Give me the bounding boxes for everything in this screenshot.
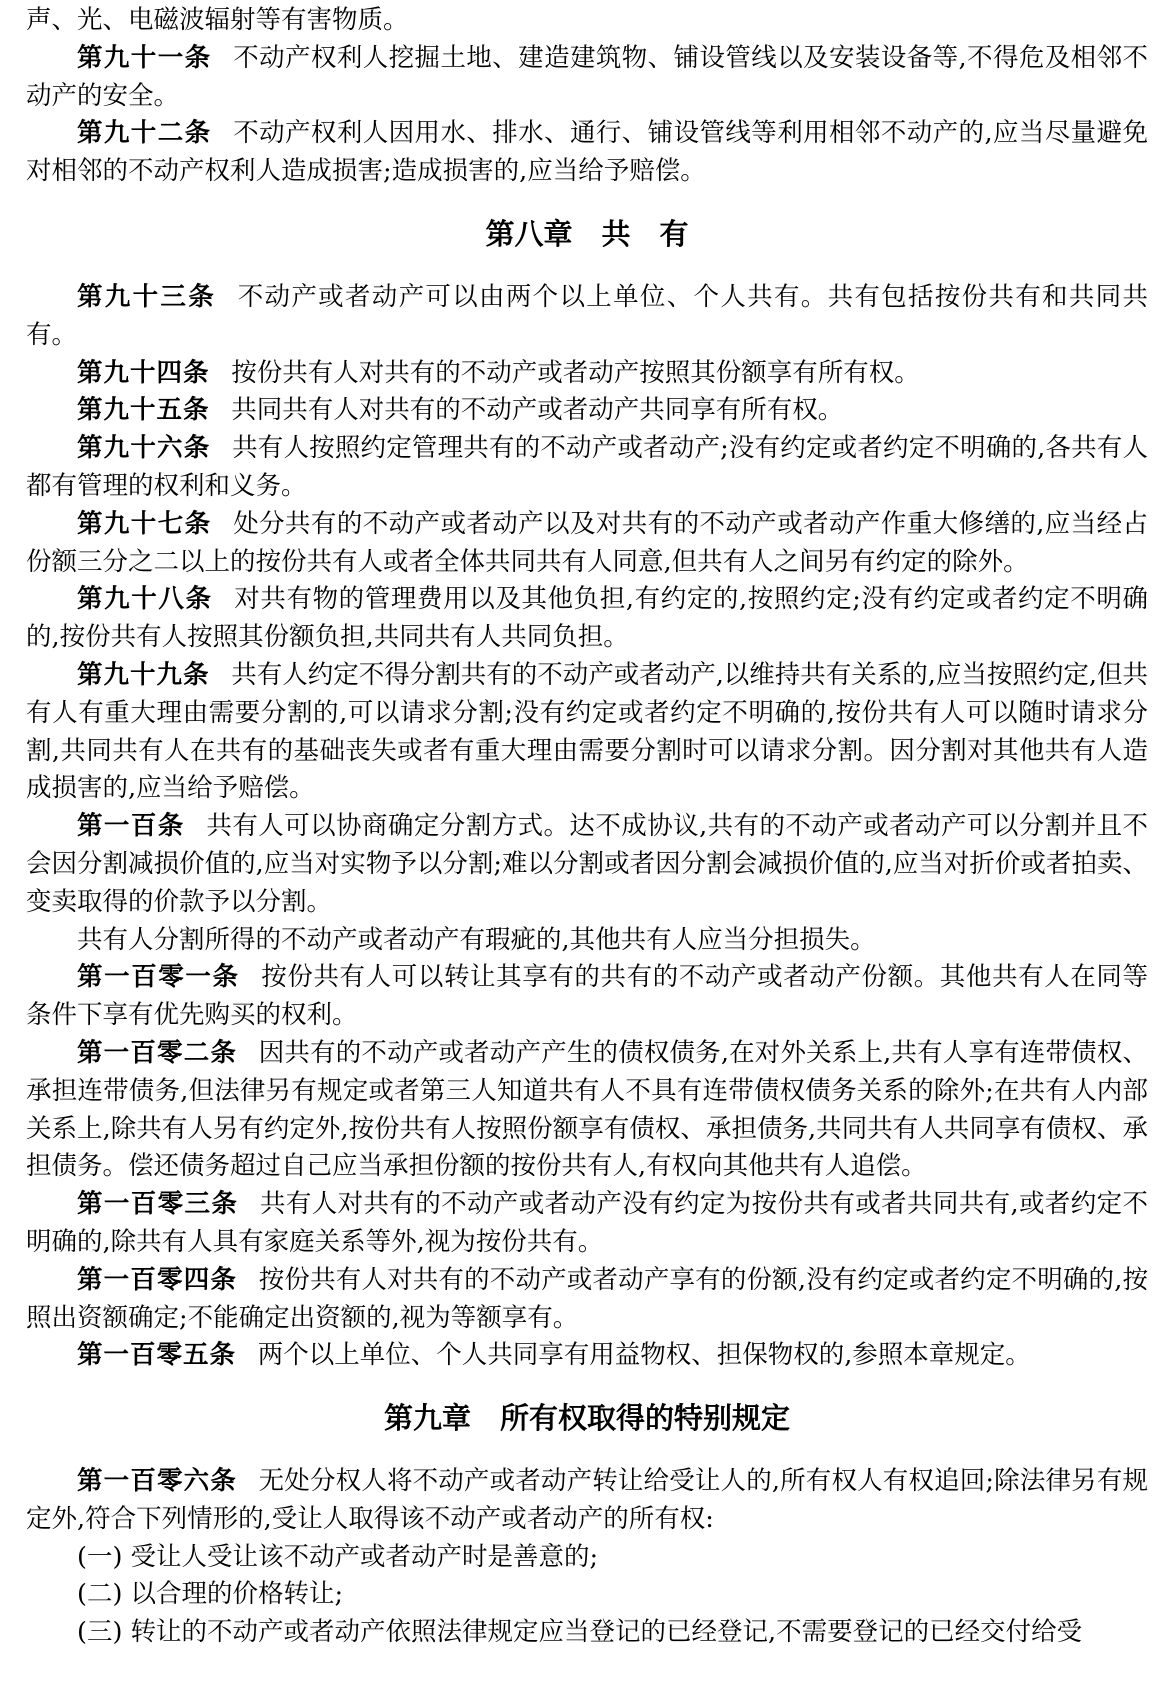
article-number: 第九十八条	[77, 584, 213, 615]
article-paragraph	[26, 1186, 1148, 1262]
article-paragraph	[26, 392, 1148, 430]
article-text: 共有人按照约定管理共有的不动产或者动产;没有约定或者约定不明确的,各共有人都有管理的权利和义务。	[26, 433, 1148, 501]
article-text: 共有人可以协商确定分割方式。达不成协议,共有的不动产或者动产可以分割并且不会因分割减损价值的,应当对实物予以分割;难以分割或者因分割会减损价值的,应当对折价或者拍卖、变卖取得的价款予以分割。	[26, 811, 1148, 917]
article-number: 第一百零二条	[77, 1037, 238, 1068]
article-text: (三) 转让的不动产或者动产依照法律规定应当登记的已经登记,不需要登记的已经交付给受	[77, 1617, 1083, 1648]
article-paragraph	[26, 355, 1148, 393]
article-number: 第一百零四条	[77, 1264, 238, 1295]
body-paragraph	[26, 1614, 1148, 1652]
article-text: 无处分权人将不动产或者动产转让给受让人的,所有权人有权追回;除法律另有规定外,符合下列情形的,受让人取得该不动产或者动产的所有权:	[26, 1466, 1148, 1534]
document-body	[26, 2, 1148, 1652]
article-text: 按份共有人对共有的不动产或者动产按照其份额享有所有权。	[231, 357, 920, 388]
article-text: 按份共有人可以转让其享有的共有的不动产或者动产份额。其他共有人在同等条件下享有优先购买的权利。	[26, 962, 1148, 1031]
article-text: 因共有的不动产或者动产产生的债权债务,在对外关系上,共有人享有连带债权、承担连带债务,但法律另有规定或者第三人知道共有人不具有连带债权债务关系的除外;在共有人内部关系上,除共有人另有约定外,按份共有人按照份额享有债权、承担债务,共同共有人共同享有债权、承担债务。偿还债务超过自己应当承担份额的按份共有人,有权向其他共有人追偿。	[26, 1037, 1148, 1182]
chapter-heading: 第九章 所有权取得的特别规定	[383, 1401, 790, 1436]
article-text: (一) 受让人受让该不动产或者动产时是善意的;	[77, 1541, 599, 1572]
article-number: 第九十七条	[77, 508, 212, 539]
article-number: 第一百零一条	[77, 962, 240, 993]
chapter-heading: 第八章 共 有	[485, 216, 689, 251]
article-number: 第九十三条	[77, 281, 217, 312]
body-paragraph	[26, 2, 1148, 40]
article-text: 共有人约定不得分割共有的不动产或者动产,以维持共有关系的,应当按照约定,但共有人有重大理由需要分割的,可以请求分割;没有约定或者约定不明确的,按份共有人可以随时请求分割,共同共有人在共有的基础丧失或者有重大理由需要分割时可以请求分割。因分割对其他共有人造成损害的,应当给予赔偿。	[26, 659, 1149, 804]
article-text: 两个以上单位、个人共同享有用益物权、担保物权的,参照本章规定。	[257, 1340, 1031, 1371]
article-paragraph	[26, 279, 1148, 355]
article-number: 第九十六条	[77, 433, 211, 464]
article-number: 第九十二条	[77, 118, 212, 149]
article-text: 不动产或者动产可以由两个以上单位、个人共有。共有包括按份共有和共同共有。	[26, 281, 1148, 350]
article-text: 不动产权利人挖掘土地、建造建筑物、铺设管线以及安装设备等,不得危及相邻不动产的安全。	[26, 42, 1148, 111]
article-number: 第九十五条	[77, 395, 210, 426]
body-paragraph	[26, 922, 1148, 960]
body-paragraph	[26, 1576, 1148, 1614]
article-text: 共有人对共有的不动产或者动产没有约定为按份共有或者共同共有,或者约定不明确的,除共有人具有家庭关系等外,视为按份共有。	[26, 1189, 1148, 1257]
article-paragraph	[26, 506, 1148, 582]
article-paragraph	[26, 959, 1148, 1035]
article-text: 声、光、电磁波辐射等有害物质。	[26, 5, 409, 35]
article-paragraph	[26, 1337, 1148, 1375]
article-number: 第九十九条	[77, 659, 210, 690]
article-text: 不动产权利人因用水、排水、通行、铺设管线等利用相邻不动产的,应当尽量避免对相邻的不动产权利人造成损害;造成损害的,应当给予赔偿。	[26, 118, 1148, 187]
article-paragraph	[26, 657, 1148, 808]
article-number: 第一百零三条	[77, 1189, 239, 1220]
article-number: 第九十一条	[77, 42, 212, 73]
article-paragraph	[26, 581, 1148, 657]
article-paragraph	[26, 1262, 1148, 1338]
article-paragraph	[26, 1463, 1148, 1539]
article-text: 按份共有人对共有的不动产或者动产享有的份额,没有约定或者约定不明确的,按照出资额确定;不能确定出资额的,视为等额享有。	[26, 1264, 1148, 1333]
article-text: 处分共有的不动产或者动产以及对共有的不动产或者动产作重大修缮的,应当经占份额三分之二以上的按份共有人或者全体共同共有人同意,但共有人之间另有约定的除外。	[26, 508, 1148, 577]
article-text: 共同共有人对共有的不动产或者动产共同享有所有权。	[231, 395, 844, 426]
article-paragraph	[26, 115, 1148, 191]
article-text: 共有人分割所得的不动产或者动产有瑕疵的,其他共有人应当分担损失。	[77, 924, 876, 955]
article-text: (二) 以合理的价格转让;	[77, 1579, 344, 1610]
article-paragraph	[26, 40, 1148, 116]
article-number: 第一百零六条	[77, 1466, 237, 1497]
article-paragraph	[26, 808, 1148, 921]
body-paragraph	[26, 1539, 1148, 1577]
article-paragraph	[26, 1035, 1148, 1186]
article-paragraph	[26, 430, 1148, 506]
article-number: 第九十四条	[77, 357, 210, 388]
article-text: 对共有物的管理费用以及其他负担,有约定的,按照约定;没有约定或者约定不明确的,按份共有人按照其份额负担,共同共有人共同负担。	[26, 584, 1148, 653]
article-number: 第一百条	[77, 811, 185, 842]
article-number: 第一百零五条	[77, 1340, 237, 1371]
